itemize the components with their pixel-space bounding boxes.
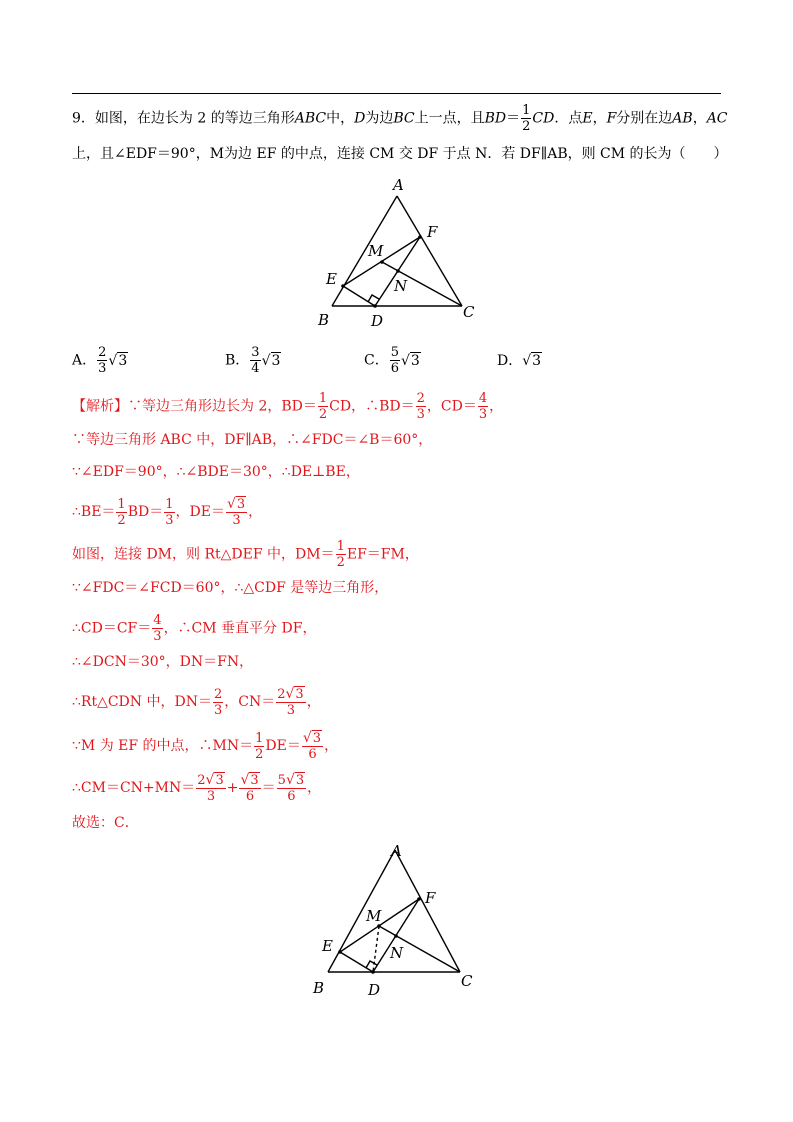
label-B: B [318,311,330,329]
geometry-figure-2 [303,838,488,1003]
solution-line-12: 故选：C． [72,815,139,831]
label-F: F [425,889,436,907]
solution-line-10: ∵M 为 EF 的中点，∴MN＝ $\frac{1}{2}$ DE＝ $\frac{√3}{6}$ ， [72,730,339,762]
label-E: E [322,937,333,955]
solution-line-1: 【解析】∵等边三角形边长为 2，BD＝ $\frac{1}{2}$ CD，∴BD＝ $\frac{2}{3}$ ，CD＝ $\frac{4}{3}$ ， [72,391,504,422]
label-N: N [390,944,404,962]
label-N: N [394,277,408,295]
label-B: B [313,979,325,997]
solution-line-2: ∵等边三角形 ABC 中，DF∥AB，∴∠FDC＝∠B＝60°， [72,432,433,448]
label-A: A [393,176,404,194]
solution-line-9: ∴Rt△CDN 中，DN＝ $\frac{2}{3}$ ，CN＝ $\frac{2√3}{3}$ ， [72,686,321,718]
label-F: F [427,223,438,241]
edge-AB [332,196,397,306]
solution-line-5: 如图，连接 DM，则 Rt△DEF 中，DM＝ $\frac{1}{2}$ EF＝FM， [72,539,419,570]
label-C: C [461,972,473,990]
solution-line-7: ∴CD＝CF＝ $\frac{4}{3}$ ，∴CM 垂直平分 DF， [72,613,317,644]
geometry-figure-1 [310,170,490,335]
label-E: E [326,270,337,288]
right-angle-mark [366,961,377,968]
solution-line-11: ∴CM＝CN+MN＝ $\frac{2√3}{3}$ + $\frac{√3}{6}$ ＝ $\frac{5√3}{6}$ ， [72,772,322,804]
solution-line-3: ∵∠EDF＝90°，∴∠BDE＝30°，∴DE⊥BE， [72,464,360,480]
question-line-2: 上，且∠EDF＝90°，M为边 EF 的中点，连接 CM 交 DF 于点 N．若 DF∥AB，则 CM 的长为（ ） [72,146,728,162]
solution-line-4: ∴BE＝ $\frac{1}{2}$ BD＝ $\frac{1}{3}$ ，DE＝ $\frac{√3}{3}$ ， [72,496,263,528]
segment-ED [343,286,375,306]
question-line-1: 9．如图，在边长为 2 的等边三角形ABC中，D为边BC上一点，且BD＝ $\frac{1}{2}$ CD．点E，F分别在边AB，AC [72,103,728,134]
right-angle-mark [368,295,379,302]
solution-line-8: ∴∠DCN＝30°，DN＝FN， [72,654,254,670]
solution-line-6: ∵∠FDC＝∠FCD＝60°，∴△CDF 是等边三角形， [72,580,389,596]
option-a[interactable]: A． $\frac{2}{3}$ √3 [72,345,128,376]
label-C: C [463,303,475,321]
option-d[interactable]: D．√3 [497,353,542,369]
option-b[interactable]: B． $\frac{3}{4}$ √3 [225,345,281,376]
label-M: M [366,907,382,925]
option-c[interactable]: C． $\frac{5}{6}$ √3 [364,345,420,376]
label-M: M [368,242,384,260]
label-D: D [368,981,381,999]
segment-ED [340,952,373,972]
label-A: A [391,842,402,860]
fraction-one-half: $\frac{1}{2}$ [522,103,531,134]
header-rule [72,93,721,94]
label-D: D [371,312,384,330]
